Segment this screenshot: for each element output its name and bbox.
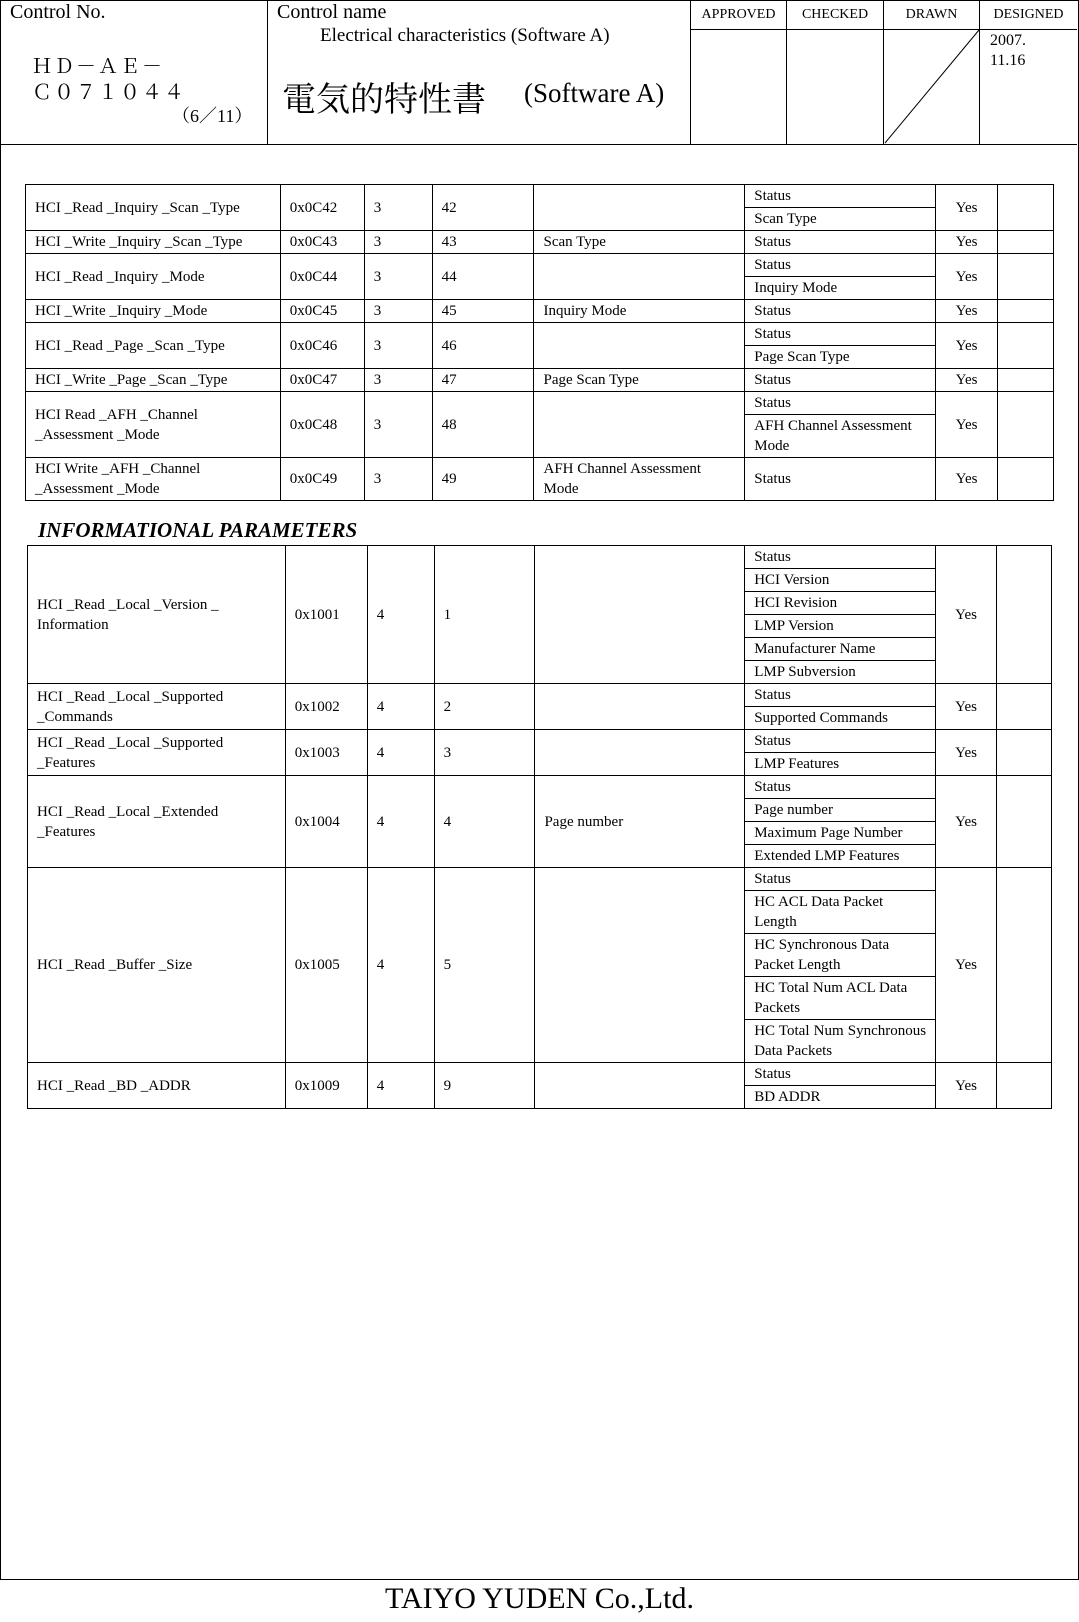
return-parameter: Status	[754, 733, 791, 749]
support-cell: Yes	[936, 730, 997, 776]
ogf-cell: 3	[364, 392, 432, 458]
informational-parameters-table	[27, 545, 1052, 1109]
support-cell: Yes	[936, 684, 997, 730]
return-parameter: Status	[754, 687, 791, 703]
control-name-label: Control name	[277, 1, 387, 23]
return-parameter: Supported Commands	[745, 706, 935, 729]
ocf-cell: 1	[434, 546, 535, 684]
return-parameters-cell	[745, 546, 936, 684]
support-cell: Yes	[936, 546, 997, 684]
table-row	[28, 1063, 1052, 1109]
return-parameters-cell	[745, 458, 936, 501]
ocf-cell: 43	[432, 231, 534, 254]
company-footer: TAIYO YUDEN Co.,Ltd.	[385, 1582, 694, 1615]
return-parameters-cell	[745, 1063, 936, 1109]
return-parameter: Scan Type	[745, 207, 935, 230]
return-parameters-cell	[745, 369, 936, 392]
return-parameter: Status	[754, 326, 791, 342]
command-name-cell: HCI _Read _Page _Scan _Type	[26, 323, 281, 369]
remarks-cell	[997, 730, 1052, 776]
table-row	[26, 300, 1054, 323]
opcode-cell: 0x0C49	[280, 458, 364, 501]
ocf-cell: 46	[432, 323, 534, 369]
control-no-line1: ＨＤ－ＡＥ－	[32, 56, 164, 78]
opcode-cell: 0x0C42	[280, 185, 364, 231]
remarks-cell	[997, 684, 1052, 730]
opcode-cell: 0x1005	[285, 868, 367, 1063]
support-cell: Yes	[936, 776, 997, 868]
drawn-slash-mark	[884, 29, 980, 144]
ogf-cell: 3	[364, 185, 432, 231]
section-title: INFORMATIONAL PARAMETERS	[38, 518, 358, 542]
return-parameters-cell	[745, 392, 936, 458]
return-parameter: Page number	[745, 798, 935, 821]
remarks-cell	[998, 392, 1054, 458]
return-parameters-cell	[745, 185, 936, 231]
table-row	[28, 546, 1052, 684]
remarks-cell	[998, 185, 1054, 231]
ogf-cell: 3	[364, 300, 432, 323]
control-no-cell	[0, 0, 268, 144]
ocf-cell: 49	[432, 458, 534, 501]
approved-cell	[691, 0, 787, 144]
table-row	[26, 231, 1054, 254]
return-parameter: HC Synchronous Data Packet Length	[745, 933, 935, 976]
control-no-label: Control No.	[10, 1, 106, 23]
return-parameter: Status	[754, 471, 791, 487]
return-parameter: Status	[754, 257, 791, 273]
ogf-cell: 4	[367, 776, 434, 868]
table-row	[26, 392, 1054, 458]
parameters-cell	[535, 684, 745, 730]
return-parameters-cell	[745, 868, 936, 1063]
parameters-cell	[534, 392, 745, 458]
ogf-cell: 4	[367, 730, 434, 776]
return-parameters-cell	[745, 323, 936, 369]
opcode-cell: 0x1003	[285, 730, 367, 776]
support-cell: Yes	[936, 300, 998, 323]
return-parameter: LMP Version	[745, 614, 935, 637]
table-row	[28, 776, 1052, 868]
hci-commands-table	[25, 184, 1054, 501]
parameters-cell	[534, 185, 745, 231]
opcode-cell: 0x1002	[285, 684, 367, 730]
return-parameter: LMP Subversion	[745, 660, 935, 683]
ocf-cell: 48	[432, 392, 534, 458]
ogf-cell: 4	[367, 868, 434, 1063]
table-row	[28, 684, 1052, 730]
remarks-cell	[998, 323, 1054, 369]
remarks-cell	[998, 300, 1054, 323]
command-name-cell: HCI _Write _Page _Scan _Type	[26, 369, 281, 392]
title-english: Electrical characteristics (Software A)	[320, 25, 610, 46]
ogf-cell: 3	[364, 323, 432, 369]
remarks-cell	[998, 369, 1054, 392]
return-parameter: Status	[754, 779, 791, 795]
command-name-cell: HCI _Read _BD _ADDR	[28, 1063, 286, 1109]
ocf-cell: 5	[434, 868, 535, 1063]
return-parameters-cell	[745, 254, 936, 300]
opcode-cell: 0x1001	[285, 546, 367, 684]
parameters-cell	[534, 323, 745, 369]
return-parameter: BD ADDR	[745, 1085, 935, 1108]
designed-date: 2007. 11.16	[990, 32, 1026, 69]
remarks-cell	[997, 1063, 1052, 1109]
opcode-cell: 0x0C46	[280, 323, 364, 369]
return-parameters-cell	[745, 300, 936, 323]
return-parameter: AFH Channel Assessment Mode	[745, 414, 935, 457]
parameters-cell	[534, 254, 745, 300]
ocf-cell: 9	[434, 1063, 535, 1109]
return-parameters-cell	[745, 684, 936, 730]
table-row	[26, 323, 1054, 369]
ocf-cell: 45	[432, 300, 534, 323]
table-row	[26, 369, 1054, 392]
control-no-line2: Ｃ０７１０４４	[32, 82, 186, 104]
ogf-cell: 4	[367, 546, 434, 684]
return-parameters-cell	[745, 730, 936, 776]
return-parameter: Page Scan Type	[745, 345, 935, 368]
title-japanese: 電気的特性書	[282, 80, 486, 120]
return-parameter: HC Total Num Synchronous Data Packets	[745, 1019, 935, 1062]
support-cell: Yes	[936, 1063, 997, 1109]
command-name-cell: HCI _Read _Local _Supported _Commands	[28, 684, 286, 730]
table-row	[26, 185, 1054, 231]
support-cell: Yes	[936, 323, 998, 369]
drawn-cell	[884, 0, 980, 144]
command-name-cell: HCI _Write _Inquiry _Scan _Type	[26, 231, 281, 254]
ogf-cell: 3	[364, 254, 432, 300]
parameters-cell	[535, 546, 745, 684]
return-parameter: Status	[754, 372, 791, 388]
return-parameter: Status	[754, 188, 791, 204]
remarks-cell	[998, 254, 1054, 300]
table-row	[28, 730, 1052, 776]
remarks-cell	[997, 776, 1052, 868]
opcode-cell: 0x0C47	[280, 369, 364, 392]
control-name-cell	[268, 0, 691, 144]
return-parameter: Status	[754, 871, 791, 887]
return-parameters-cell	[745, 231, 936, 254]
return-parameter: Status	[754, 234, 791, 250]
opcode-cell: 0x0C48	[280, 392, 364, 458]
remarks-cell	[998, 231, 1054, 254]
return-parameter: Status	[754, 549, 791, 565]
support-cell: Yes	[936, 185, 998, 231]
remarks-cell	[998, 458, 1054, 501]
ocf-cell: 2	[434, 684, 535, 730]
ocf-cell: 4	[434, 776, 535, 868]
command-name-cell: HCI _Read _Inquiry _Scan _Type	[26, 185, 281, 231]
return-parameter: HCI Version	[745, 568, 935, 591]
ocf-cell: 44	[432, 254, 534, 300]
return-parameter: Extended LMP Features	[745, 844, 935, 867]
command-name-cell: HCI _Write _Inquiry _Mode	[26, 300, 281, 323]
title-japanese-suffix: (Software A)	[524, 78, 665, 108]
remarks-cell	[997, 868, 1052, 1063]
ocf-cell: 42	[432, 185, 534, 231]
ocf-cell: 3	[434, 730, 535, 776]
support-cell: Yes	[936, 392, 998, 458]
ogf-cell: 4	[367, 1063, 434, 1109]
parameters-cell: Scan Type	[534, 231, 745, 254]
command-name-cell: HCI Read _AFH _Channel _Assessment _Mode	[26, 392, 281, 458]
ogf-cell: 3	[364, 231, 432, 254]
parameters-cell	[535, 1063, 745, 1109]
return-parameter: HC ACL Data Packet Length	[745, 890, 935, 933]
command-name-cell: HCI Write _AFH _Channel _Assessment _Mode	[26, 458, 281, 501]
support-cell: Yes	[936, 369, 998, 392]
ogf-cell: 4	[367, 684, 434, 730]
command-name-cell: HCI _Read _Local _Extended _Features	[28, 776, 286, 868]
designed-cell	[980, 0, 1077, 144]
remarks-cell	[997, 546, 1052, 684]
table-row	[26, 458, 1054, 501]
parameters-cell	[535, 868, 745, 1063]
table-row	[26, 254, 1054, 300]
opcode-cell: 0x1009	[285, 1063, 367, 1109]
support-cell: Yes	[936, 231, 998, 254]
opcode-cell: 0x0C45	[280, 300, 364, 323]
parameters-cell: Page number	[535, 776, 745, 868]
command-name-cell: HCI _Read _Inquiry _Mode	[26, 254, 281, 300]
parameters-cell: Inquiry Mode	[534, 300, 745, 323]
table-row	[28, 868, 1052, 1063]
command-name-cell: HCI _Read _Buffer _Size	[28, 868, 286, 1063]
approved-label: APPROVED	[691, 0, 786, 30]
checked-label: CHECKED	[787, 0, 883, 30]
opcode-cell: 0x0C44	[280, 254, 364, 300]
return-parameter: HCI Revision	[745, 591, 935, 614]
opcode-cell: 0x0C43	[280, 231, 364, 254]
return-parameter: HC Total Num ACL Data Packets	[745, 976, 935, 1019]
return-parameter: Status	[754, 1066, 791, 1082]
return-parameter: Inquiry Mode	[745, 276, 935, 299]
command-name-cell: HCI _Read _Local _Version _ Information	[28, 546, 286, 684]
page-indicator: （6／11）	[172, 106, 253, 126]
support-cell: Yes	[936, 458, 998, 501]
return-parameter: Status	[754, 395, 791, 411]
command-name-cell: HCI _Read _Local _Supported _Features	[28, 730, 286, 776]
support-cell: Yes	[936, 254, 998, 300]
title-block	[0, 0, 1077, 145]
support-cell: Yes	[936, 868, 997, 1063]
ocf-cell: 47	[432, 369, 534, 392]
parameters-cell: AFH Channel Assessment Mode	[534, 458, 745, 501]
ogf-cell: 3	[364, 458, 432, 501]
designed-label: DESIGNED	[980, 0, 1077, 30]
parameters-cell: Page Scan Type	[534, 369, 745, 392]
return-parameter: Status	[754, 303, 791, 319]
return-parameter: Maximum Page Number	[745, 821, 935, 844]
drawn-label: DRAWN	[884, 0, 979, 30]
return-parameters-cell	[745, 776, 936, 868]
ogf-cell: 3	[364, 369, 432, 392]
checked-cell	[787, 0, 884, 144]
parameters-cell	[535, 730, 745, 776]
return-parameter: LMP Features	[745, 752, 935, 775]
opcode-cell: 0x1004	[285, 776, 367, 868]
return-parameter: Manufacturer Name	[745, 637, 935, 660]
